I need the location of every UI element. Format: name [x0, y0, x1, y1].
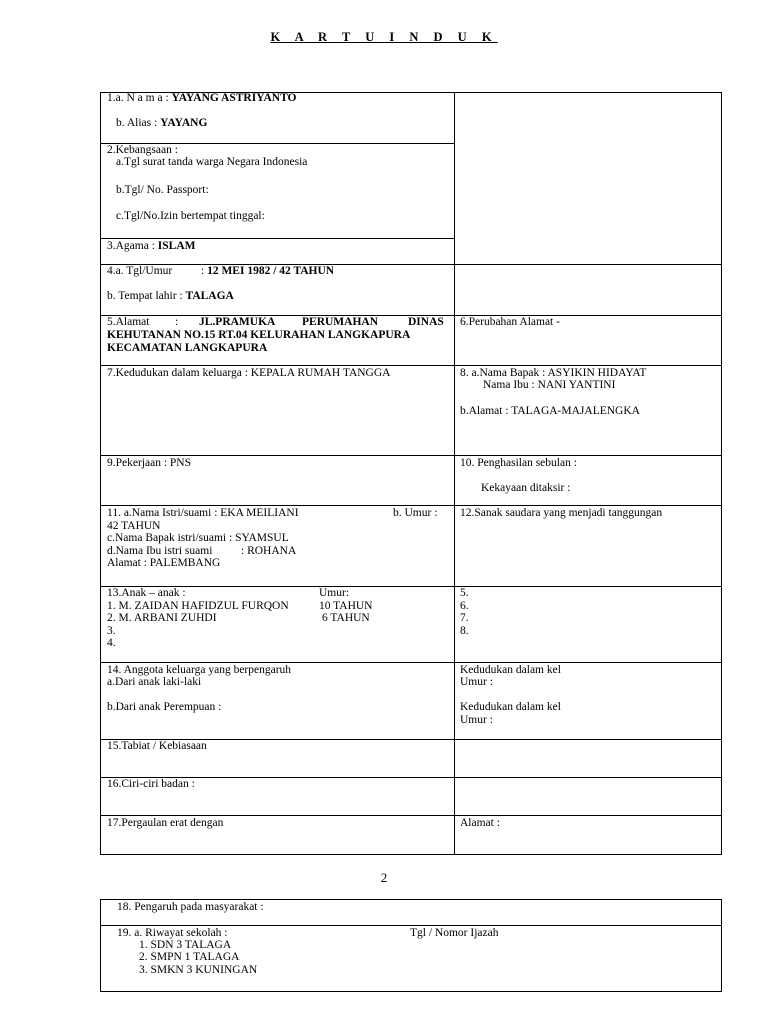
alamat-line-3: KECAMATAN LANGKAPURA [107, 342, 268, 354]
agama-value: ISLAM [157, 240, 196, 252]
school-item: 3. SMKN 3 KUNINGAN [139, 964, 258, 976]
tgl-umur-value: 12 MEI 1982 / 42 TAHUN [207, 265, 335, 277]
anak-label: 13.Anak – anak : [107, 587, 186, 599]
alamat-label: 5.Alamat [107, 316, 150, 328]
anak-age: 10 TAHUN [319, 600, 373, 612]
nama-bapak: 8. a.Nama Bapak : ASYIKIN HIDAYAT [460, 367, 647, 379]
row-divider [100, 662, 722, 663]
agama-label: 3.Agama : [107, 240, 155, 252]
umur-istri-suami-label: b. Umur : [393, 507, 438, 519]
alamat-colon: : [175, 316, 179, 328]
pekerjaan: 9.Pekerjaan : PNS [107, 457, 192, 469]
row-divider [100, 238, 454, 239]
sanak-saudara: 12.Sanak saudara yang menjadi tanggungan [460, 507, 663, 519]
umur-kel-2: Umur : [460, 714, 493, 726]
anak-right-item: 7. [460, 612, 469, 624]
page-number: 2 [380, 870, 388, 885]
pergaulan-alamat: Alamat : [460, 817, 500, 829]
row-divider [100, 505, 722, 506]
nama-label: 1.a. N a m a : [107, 92, 169, 104]
tgl-umur-label: 4.a. Tgl/Umur [107, 265, 173, 277]
nama-value: YAYANG ASTRIYANTO [171, 92, 297, 104]
row-divider [100, 925, 722, 926]
field-agama [107, 240, 195, 253]
anak-right-item: 8. [460, 625, 469, 637]
nama-ibu: Nama Ibu : NANI YANTINI [483, 379, 616, 391]
ciri-ciri-badan: 16.Ciri-ciri badan : [107, 778, 195, 790]
tempat-lahir-value: TALAGA [185, 290, 234, 302]
anak-laki-laki: a.Dari anak laki-laki [107, 676, 202, 688]
row-divider [100, 264, 722, 265]
field-nama [107, 92, 296, 105]
alamat-orangtua: b.Alamat : TALAGA-MAJALENGKA [460, 405, 640, 417]
perubahan-alamat-label: 6.Perubahan Alamat - [460, 316, 560, 328]
anak-age: 6 TAHUN [322, 612, 370, 624]
row-divider [100, 455, 722, 456]
anak-name: 4. [107, 637, 116, 649]
tgl-umur-colon: : [201, 265, 205, 277]
page-title: K A R T U I N D U K [270, 30, 498, 44]
alias-label: b. Alias : [116, 117, 158, 129]
alamat-line-2: KEHUTANAN NO.15 RT.04 KELURAHAN LANGKAPURA [107, 329, 411, 341]
anggota-keluarga-label: 14. Anggota keluarga yang berpengaruh [107, 664, 292, 676]
alamat-word-2: PERUMAHAN [302, 316, 379, 328]
field-tempat-lahir [107, 290, 234, 303]
nama-ibu-istri-value: : ROHANA [241, 545, 297, 557]
pergaulan-erat: 17.Pergaulan erat dengan [107, 817, 224, 829]
school-item: 2. SMPN 1 TALAGA [139, 951, 240, 963]
row-divider [100, 586, 722, 587]
kedudukan-kel-2: Kedudukan dalam kel [460, 701, 561, 713]
column-divider [454, 92, 455, 855]
kebangsaan-c: c.Tgl/No.Izin bertempat tinggal: [116, 210, 265, 222]
kedudukan-keluarga: 7.Kedudukan dalam keluarga : KEPALA RUMAH TANGGA [107, 367, 391, 379]
row-divider [100, 815, 722, 816]
alamat-istri-suami: Alamat : PALEMBANG [107, 557, 221, 569]
nama-ibu-istri-label: d.Nama Ibu istri suami [107, 545, 213, 557]
umur-kel-1: Umur : [460, 676, 493, 688]
field-tgl-umur [201, 265, 334, 278]
row-divider [100, 365, 722, 366]
umur-istri-suami-value: 42 TAHUN [107, 520, 161, 532]
anak-name: 3. [107, 625, 116, 637]
tempat-lahir-label: b. Tempat lahir : [107, 290, 183, 302]
kedudukan-kel-1: Kedudukan dalam kel [460, 664, 561, 676]
alamat-word-1: JL.PRAMUKA [199, 316, 276, 328]
tabiat-kebiasaan: 15.Tabiat / Kebiasaan [107, 740, 207, 752]
anak-perempuan: b.Dari anak Perempuan : [107, 701, 222, 713]
nomor-ijazah-label: Tgl / Nomor Ijazah [410, 927, 499, 939]
school-item: 1. SDN 3 TALAGA [139, 939, 232, 951]
kebangsaan-b: b.Tgl/ No. Passport: [116, 184, 209, 196]
alamat-word-3: DINAS [408, 316, 444, 328]
nama-istri-suami: 11. a.Nama Istri/suami : EKA MEILIANI [107, 507, 299, 519]
anak-umur-label: Umur: [319, 587, 350, 599]
kekayaan: Kekayaan ditaksir : [481, 482, 571, 494]
pengaruh-masyarakat: 18. Pengaruh pada masyarakat : [117, 901, 264, 913]
kebangsaan-label: 2.Kebangsaan : [107, 144, 178, 156]
kebangsaan-a: a.Tgl surat tanda warga Negara Indonesia [116, 156, 308, 168]
field-alias [116, 117, 207, 130]
riwayat-sekolah-label: 19. a. Riwayat sekolah : [117, 927, 228, 939]
anak-right-item: 6. [460, 600, 469, 612]
anak-name: 1. M. ZAIDAN HAFIDZUL FURQON [107, 600, 289, 612]
anak-name: 2. M. ARBANI ZUHDI [107, 612, 217, 624]
anak-right-item: 5. [460, 587, 469, 599]
penghasilan: 10. Penghasilan sebulan : [460, 457, 577, 469]
nama-bapak-istri: c.Nama Bapak istri/suami : SYAMSUL [107, 532, 289, 544]
alias-value: YAYANG [160, 117, 208, 129]
